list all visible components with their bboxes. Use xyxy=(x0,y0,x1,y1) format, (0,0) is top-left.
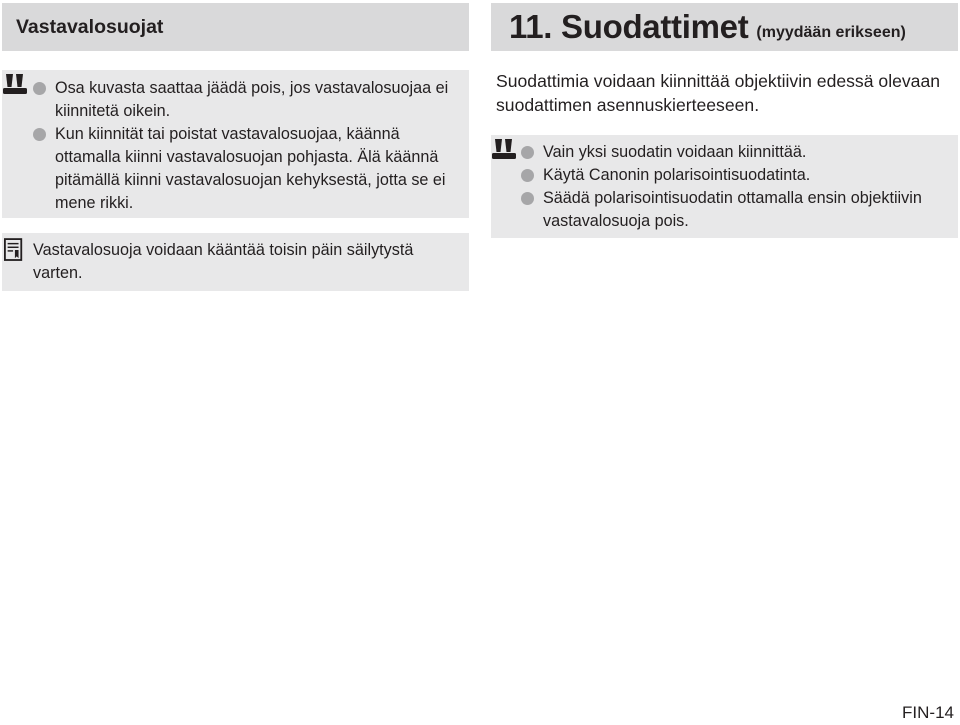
list-item: Käytä Canonin polarisointisuodatinta. xyxy=(521,164,951,187)
bullet-icon xyxy=(521,146,534,159)
caution-icon xyxy=(492,138,518,160)
bullet-icon xyxy=(33,82,46,95)
bullet-icon xyxy=(521,169,534,182)
section-heading-filters xyxy=(491,3,958,51)
note-box-lens-hoods xyxy=(2,233,469,291)
memo-icon xyxy=(4,238,24,262)
note-text: Vastavalosuoja voidaan kääntää toisin päin säilytystä varten. xyxy=(33,241,414,282)
bullet-icon xyxy=(521,192,534,205)
list-item: Kun kiinnität tai poistat vastavalosuojaa, käännä ottamalla kiinni vastavalosuojan pohjasta. Älä käännä pitämällä kiinni vastavalosuojan kehyksestä, jotta se ei mene rikki. xyxy=(33,123,463,215)
page-number: FIN-14 xyxy=(902,703,954,722)
section-heading-lens-hoods xyxy=(2,3,469,51)
caution-list xyxy=(521,141,951,233)
bullet-icon xyxy=(33,128,46,141)
section-heading-subtitle: (myydään erikseen) xyxy=(756,24,906,41)
list-item: Säädä polarisointisuodatin ottamalla ensin objektiivin vastavalosuoja pois. xyxy=(521,187,951,233)
list-item: Vain yksi suodatin voidaan kiinnittää. xyxy=(521,141,951,164)
section-heading-text: 11. Suodattimet xyxy=(509,8,749,45)
caution-box-filters xyxy=(491,135,958,238)
filters-intro-text: Suodattimia voidaan kiinnittää objektiivin edessä olevaan suodattimen asennuskierteeseen. xyxy=(496,71,941,115)
section-heading-text: Vastavalosuojat xyxy=(16,15,164,38)
list-item: Osa kuvasta saattaa jäädä pois, jos vastavalosuojaa ei kiinnitetä oikein. xyxy=(33,77,463,123)
caution-box-lens-hoods xyxy=(2,70,469,218)
caution-list xyxy=(33,77,463,215)
caution-icon xyxy=(3,73,29,95)
